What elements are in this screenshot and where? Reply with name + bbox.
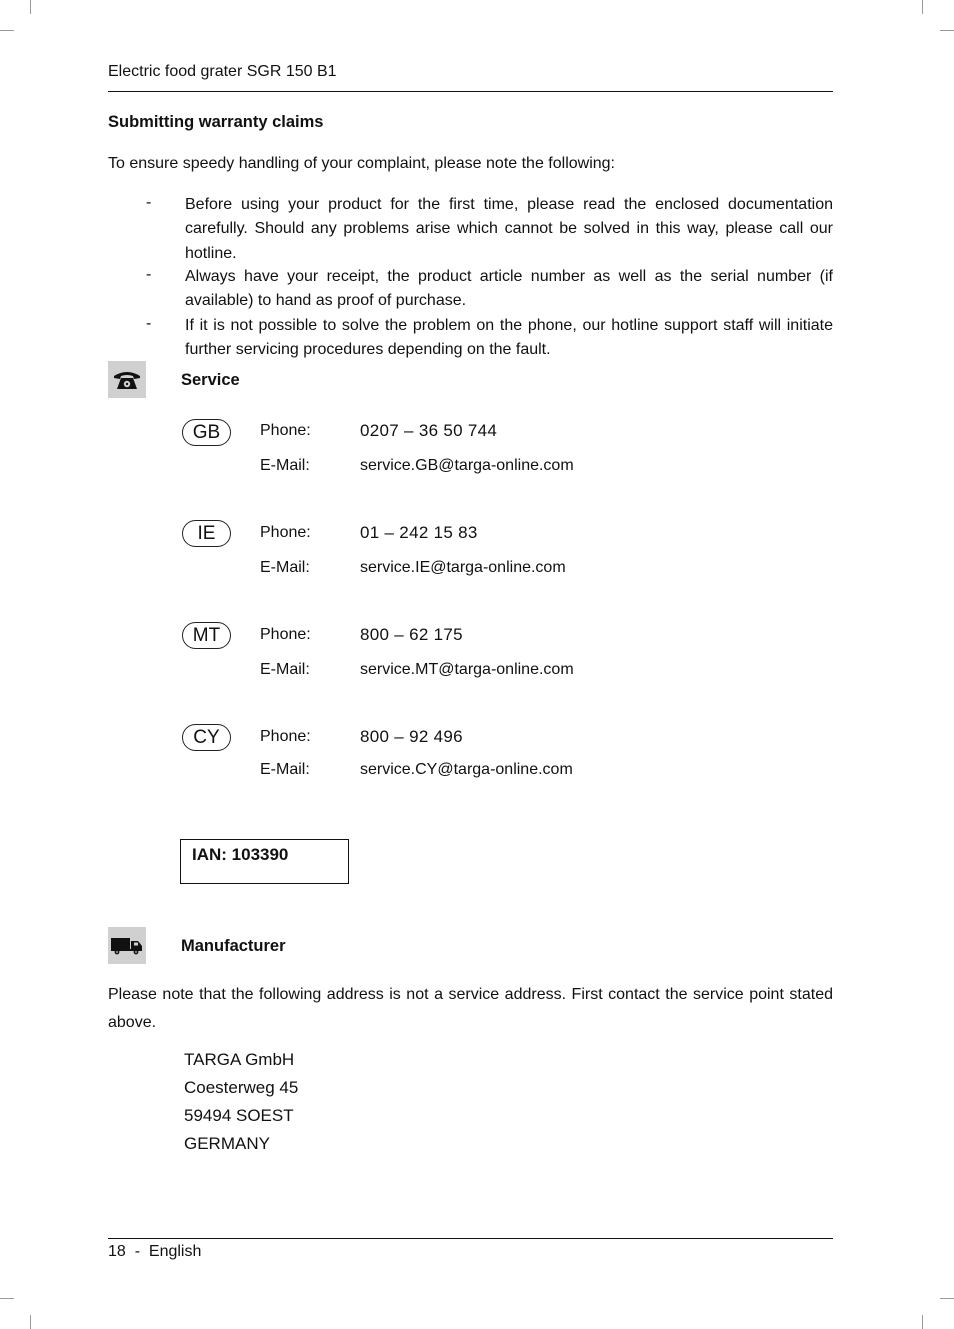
email-label: E-Mail:	[260, 559, 310, 576]
phone-number: 800 – 92 496	[360, 727, 463, 746]
bullet-dash: -	[146, 194, 152, 211]
warranty-intro: To ensure speedy handling of your complaint, please note the following:	[108, 155, 615, 172]
phone-number: 0207 – 36 50 744	[360, 421, 498, 440]
phone-label: Phone:	[260, 626, 311, 643]
telephone-icon	[108, 361, 146, 398]
country-badge-ie: IE	[182, 520, 231, 547]
ian-number: IAN: 103390	[192, 845, 289, 864]
email-label: E-Mail:	[260, 457, 310, 474]
manufacturer-heading: Manufacturer	[181, 937, 286, 955]
crop-mark	[940, 30, 954, 31]
crop-mark	[0, 30, 14, 31]
address-line: TARGA GmbH	[184, 1050, 295, 1069]
footer-rule	[108, 1238, 833, 1239]
email-label: E-Mail:	[260, 661, 310, 678]
country-badge-gb: GB	[182, 419, 231, 446]
country-badge-mt: MT	[182, 622, 231, 649]
address-line: GERMANY	[184, 1134, 270, 1153]
running-header: Electric food grater SGR 150 B1	[108, 63, 337, 80]
bullet-dash: -	[146, 266, 152, 283]
country-badge-cy: CY	[182, 724, 231, 751]
page-footer: 18 - English	[108, 1243, 202, 1260]
phone-label: Phone:	[260, 524, 311, 541]
email-label: E-Mail:	[260, 761, 310, 778]
email-address[interactable]: service.MT@targa-online.com	[360, 661, 574, 678]
address-line: Coesterweg 45	[184, 1078, 299, 1097]
crop-mark	[922, 1315, 923, 1329]
header-rule	[108, 91, 833, 92]
phone-number: 01 – 242 15 83	[360, 523, 478, 542]
email-address[interactable]: service.GB@targa-online.com	[360, 457, 574, 474]
truck-icon	[108, 927, 146, 964]
ian-box	[180, 839, 349, 884]
crop-mark	[940, 1298, 954, 1299]
bullet-item: If it is not possible to solve the problem on the phone, our hotline support staff will initiate further servicing procedures depending on the fault.	[185, 317, 833, 359]
phone-number: 800 – 62 175	[360, 625, 463, 644]
email-address[interactable]: service.IE@targa-online.com	[360, 559, 566, 576]
bullet-item: Always have your receipt, the product article number as well as the serial number (if available) to hand as proof of purchase.	[185, 268, 833, 310]
manufacturer-note: Please note that the following address is not a service address. First contact the service point stated above.	[108, 986, 833, 1031]
email-address[interactable]: service.CY@targa-online.com	[360, 761, 573, 778]
address-line: 59494 SOEST	[184, 1106, 294, 1125]
bullet-dash: -	[146, 315, 152, 332]
bullet-item: Before using your product for the first time, please read the enclosed documentation carefully. Should any problems arise which cannot be solved in this way, please call our hotline.	[185, 196, 833, 262]
phone-label: Phone:	[260, 422, 311, 439]
crop-mark	[0, 1298, 14, 1299]
crop-mark	[922, 0, 923, 14]
phone-label: Phone:	[260, 728, 311, 745]
crop-mark	[30, 1315, 31, 1329]
service-heading: Service	[181, 371, 240, 389]
crop-mark	[30, 0, 31, 14]
warranty-heading: Submitting warranty claims	[108, 113, 324, 131]
